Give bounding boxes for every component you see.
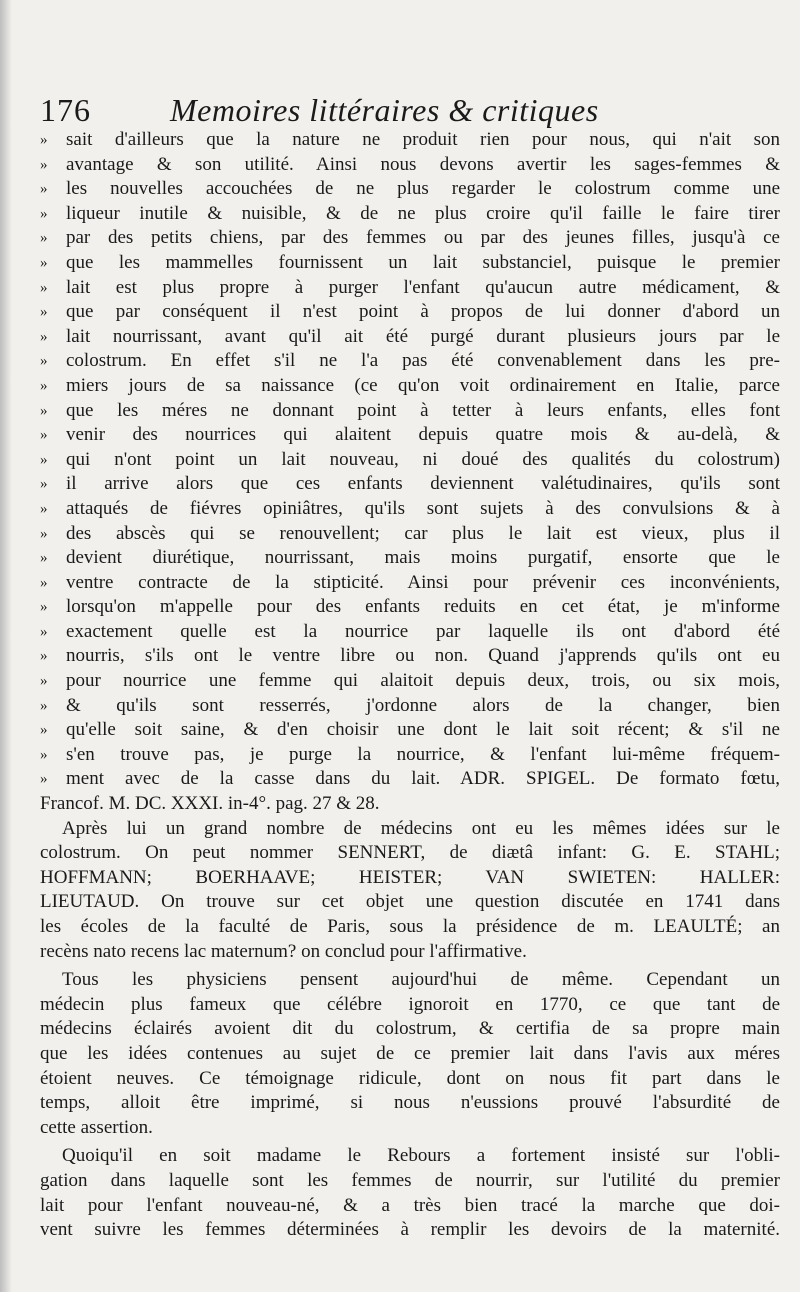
quote-mark: » [40, 181, 48, 198]
quote-mark: » [40, 623, 48, 640]
line-text: il arrive alors que ces enfants deviennent valétudinaires, qu'ils sont [66, 473, 780, 495]
quoted-line [40, 767, 780, 792]
text-line [40, 1218, 780, 1243]
line-text: temps, alloit être imprimé, si nous n'eussions prouvé l'absurdité de [40, 1092, 780, 1114]
line-text: Quoiqu'il en soit madame le Rebours a fortement insisté sur l'obli- [62, 1145, 780, 1167]
text-line [40, 993, 780, 1018]
line-text: cette assertion. [40, 1116, 153, 1138]
quote-mark: » [40, 328, 48, 345]
line-text: avantage & son utilité. Ainsi nous devons avertir les sages-femmes & [66, 153, 780, 175]
quoted-line [40, 399, 780, 424]
line-text: s'en trouve pas, je purge la nourrice, & l'enfant lui-même fréquem- [66, 743, 780, 765]
quoted-line [40, 153, 780, 178]
quote-mark: » [40, 205, 48, 222]
line-text: liqueur inutile & nuisible, & de ne plus croire qu'il faille le faire tirer [66, 202, 780, 224]
quoted-line [40, 423, 780, 448]
quoted-line [40, 718, 780, 743]
quote-mark: » [40, 279, 48, 296]
quote-mark: » [40, 476, 48, 493]
text-line [40, 1017, 780, 1042]
quoted-line [40, 349, 780, 374]
line-text: Francof. M. DC. XXXI. in-4°. pag. 27 & 28. [40, 793, 380, 815]
quoted-line [40, 497, 780, 522]
running-title: Memoires littéraires & critiques [170, 92, 599, 128]
quoted-line [40, 300, 780, 325]
text-line [40, 841, 780, 866]
quoted-line [40, 669, 780, 694]
paragraph-first-line [40, 968, 780, 993]
page-number: 176 [40, 92, 91, 128]
line-text: sait d'ailleurs que la nature ne produit rien pour nous, qui n'ait son [66, 129, 780, 150]
line-text: miers jours de sa naissance (ce qu'on voit ordinairement en Italie, parce [66, 374, 780, 396]
line-text: que les idées contenues au sujet de ce premier lait dans l'avis aux méres [40, 1042, 780, 1064]
line-text: venir des nourrices qui alaitent depuis quatre mois & au-delà, & [66, 424, 780, 446]
line-text: ment avec de la casse dans du lait. ADR. SPIGEL. De formato fœtu, [66, 768, 780, 790]
quote-mark: » [40, 673, 48, 690]
quoted-line [40, 571, 780, 596]
line-text: les écoles de la faculté de Paris, sous la présidence de m. LEAULTÉ; an [40, 916, 780, 937]
line-text: HOFFMANN; BOERHAAVE; HEISTER; VAN SWIETEN: HALLER: [40, 866, 780, 888]
line-text: Tous les physiciens pensent aujourd'hui de même. Cependant un [62, 969, 780, 991]
quoted-line [40, 128, 780, 153]
quote-mark: » [40, 353, 48, 370]
line-text: colostrum. On peut nommer SENNERT, de diætâ infant: G. E. STAHL; [40, 842, 780, 864]
text-line [40, 1091, 780, 1116]
quoted-line [40, 522, 780, 547]
line-text: lorsqu'on m'appelle pour des enfants reduits en cet état, je m'informe [66, 596, 780, 618]
quoted-line [40, 276, 780, 301]
line-text: lait est plus propre à purger l'enfant qu'aucun autre médicament, & [66, 276, 780, 298]
quote-mark: » [40, 599, 48, 616]
quoted-line [40, 694, 780, 719]
citation-line [40, 792, 780, 817]
line-text: nourris, s'ils ont le ventre libre ou non. Quand j'apprends qu'ils ont eu [66, 645, 780, 667]
quote-mark: » [40, 402, 48, 419]
quote-mark: » [40, 500, 48, 517]
page-header [40, 92, 780, 128]
quote-mark: » [40, 648, 48, 665]
quoted-line [40, 325, 780, 350]
quote-mark: » [40, 722, 48, 739]
line-text: lait pour l'enfant nouveau-né, & a très bien tracé la marche que doi- [40, 1194, 780, 1216]
line-text: Après lui un grand nombre de médecins ont eu les mêmes idées sur le [62, 817, 780, 839]
line-text: attaqués de fiévres opiniâtres, qu'ils sont sujets à des convulsions & à [66, 497, 780, 519]
line-text: lait nourrissant, avant qu'il ait été purgé durant plusieurs jours par le [66, 325, 780, 347]
line-text: médecins éclairés avoient dit du colostrum, & certifia de sa propre main [40, 1018, 780, 1040]
text-line [40, 866, 780, 891]
line-text: pour nourrice une femme qui alaitoit depuis deux, trois, ou six mois, [66, 670, 780, 692]
line-text: & qu'ils sont resserrés, j'ordonne alors de la changer, bien [66, 694, 780, 716]
quote-mark: » [40, 377, 48, 394]
quoted-line [40, 644, 780, 669]
paragraph-first-line [40, 1144, 780, 1169]
quoted-line [40, 743, 780, 768]
quote-mark: » [40, 132, 48, 148]
text-line [40, 915, 780, 940]
text-line [40, 1067, 780, 1092]
line-text: médecin plus fameux que célébre ignoroit en 1770, ce que tant de [40, 993, 780, 1015]
quoted-line [40, 546, 780, 571]
quote-mark: » [40, 550, 48, 567]
body-text [40, 128, 780, 1243]
line-text: par des petits chiens, par des femmes ou par des jeunes filles, jusqu'à ce [66, 227, 780, 249]
quote-mark: » [40, 254, 48, 271]
quote-mark: » [40, 451, 48, 468]
quoted-line [40, 177, 780, 202]
quote-mark: » [40, 771, 48, 788]
text-line [40, 1116, 780, 1141]
line-text: gation dans laquelle sont les femmes de nourrir, sur l'utilité du premier [40, 1169, 780, 1191]
line-text: étoient neuves. Ce témoignage ridicule, dont on nous fit part dans le [40, 1067, 780, 1089]
text-line [40, 1042, 780, 1067]
line-text: colostrum. En effet s'il ne l'a pas été convenablement dans les pre- [66, 350, 780, 372]
quote-mark: » [40, 574, 48, 591]
text-line [40, 1169, 780, 1194]
line-text: vent suivre les femmes déterminées à remplir les devoirs de la maternité. [40, 1219, 780, 1241]
page-gutter-shadow [0, 0, 12, 1292]
quote-mark: » [40, 746, 48, 763]
line-text: que les mammelles fournissent un lait substanciel, puisque le premier [66, 251, 780, 273]
line-text: exactement quelle est la nourrice par laquelle ils ont d'abord été [66, 620, 780, 642]
quote-mark: » [40, 156, 48, 173]
text-line [40, 890, 780, 915]
quote-mark: » [40, 427, 48, 444]
quote-mark: » [40, 230, 48, 247]
line-text: que les méres ne donnant point à tetter à leurs enfants, elles font [66, 399, 780, 421]
quoted-line [40, 595, 780, 620]
line-text: les nouvelles accouchées de ne plus regarder le colostrum comme une [66, 178, 780, 200]
line-text: recèns nato recens lac maternum? on conclud pour l'affirmative. [40, 940, 527, 962]
quoted-line [40, 448, 780, 473]
line-text: ventre contracte de la stipticité. Ainsi pour prévenir ces inconvénients, [66, 571, 780, 593]
text-line [40, 1194, 780, 1219]
line-text: qui n'ont point un lait nouveau, ni doué des qualités du colostrum) [66, 448, 780, 470]
quoted-line [40, 620, 780, 645]
line-text: que par conséquent il n'est point à propos de lui donner d'abord un [66, 301, 780, 323]
quoted-line [40, 251, 780, 276]
text-line [40, 940, 780, 965]
quoted-line [40, 472, 780, 497]
quote-mark: » [40, 697, 48, 714]
line-text: des abscès qui se renouvellent; car plus le lait est vieux, plus il [66, 522, 780, 544]
quoted-line [40, 374, 780, 399]
quoted-line [40, 226, 780, 251]
line-text: devient diurétique, nourrissant, mais moins purgatif, ensorte que le [66, 547, 780, 569]
quote-mark: » [40, 304, 48, 321]
paragraph-first-line [40, 817, 780, 842]
line-text: LIEUTAUD. On trouve sur cet objet une question discutée en 1741 dans [40, 891, 780, 913]
line-text: qu'elle soit saine, & d'en choisir une dont le lait soit récent; & s'il ne [66, 719, 780, 741]
quoted-line [40, 202, 780, 227]
quote-mark: » [40, 525, 48, 542]
